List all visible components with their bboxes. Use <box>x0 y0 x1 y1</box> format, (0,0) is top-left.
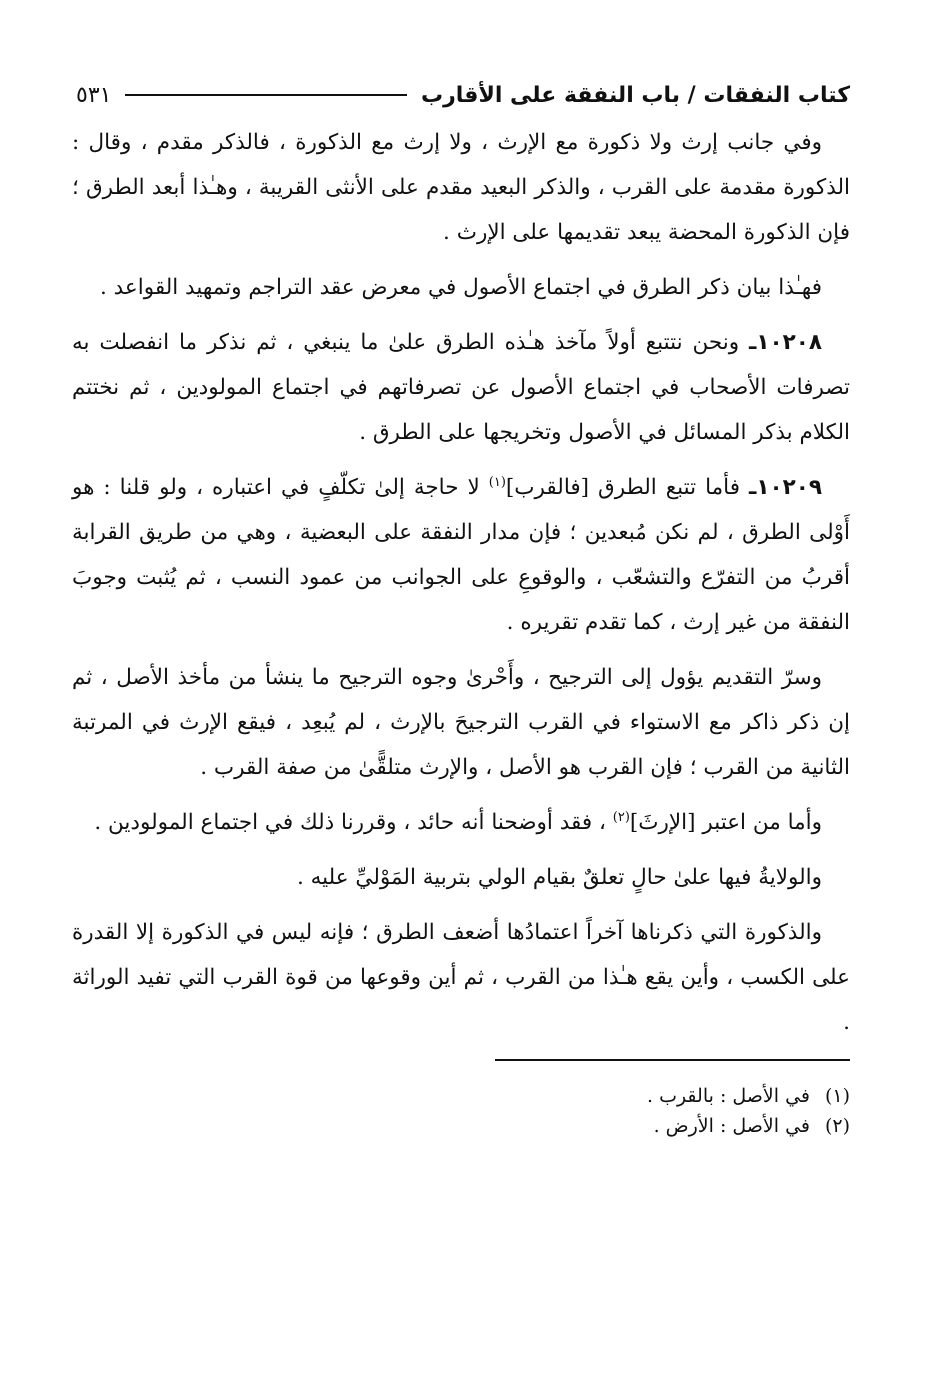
paragraph-number: ١٠٢٠٩ـ <box>749 475 822 500</box>
footnote-ref: (١) <box>488 474 506 490</box>
footnote-number: (١) <box>824 1085 850 1107</box>
paragraph-text: ، فقد أوضحنا أنه حائد ، وقررنا ذلك في اجتماع المولودين . <box>94 810 613 835</box>
page <box>72 70 850 1141</box>
paragraph-text: فأما تتبع الطرق [فالقرب] <box>505 475 750 500</box>
paragraph-number: ١٠٢٠٨ـ <box>749 330 822 355</box>
footnotes <box>72 1081 850 1141</box>
paragraph-text: والولايةُ فيها علىٰ حالٍ تعلقٌ بقيام الولي بتربية المَوْليِّ عليه . <box>296 865 822 890</box>
paragraph-text: وفي جانب إرث ولا ذكورة مع الإرث ، ولا إرث مع الذكورة ، فالذكر مقدم ، وقال : الذكورة مقدمة على القرب ، والذكر البعيد مقدم على الأنثى القريبة ، وهـٰذا أبعد الطرق ؛ فإن الذكورة المحضة يبعد تقديمها على الإرث . <box>72 130 850 245</box>
paragraph <box>72 910 850 1045</box>
paragraph-text: وسرّ التقديم يؤول إلى الترجيح ، وأَحْرىٰ وجوه الترجيح ما ينشأ من مأخذ الأصل ، ثم إن ذكر ذاكر مع الاستواء في القرب الترجيحَ بالإرث ، لم يُبعِد ، فيقع الإرث في المرتبة الثانية من القرب ؛ فإن القرب هو الأصل ، والإرث متلقًّىٰ من صفة القرب . <box>72 665 850 780</box>
paragraph-text: ونحن نتتبع أولاً مآخذ هـٰذه الطرق علىٰ ما ينبغي ، ثم نذكر ما انفصلت به تصرفات الأصحاب في اجتماع الأصول عن تصرفاتهم في اجتماع المولودين ، ثم نختتم الكلام بذكر المسائل في الأصول وتخريجها على الطرق . <box>72 330 850 445</box>
paragraph <box>72 120 850 255</box>
footnote <box>72 1111 850 1141</box>
paragraph-text: والذكورة التي ذكرناها آخراً اعتمادُها أضعف الطرق ؛ فإنه ليس في الذكورة إلا القدرة على الكسب ، وأين يقع هـٰذا من القرب ، ثم أين وقوعها من قوة القرب التي تفيد الوراثة . <box>72 920 850 1035</box>
running-header <box>72 70 850 120</box>
paragraph <box>72 800 850 845</box>
paragraph <box>72 855 850 900</box>
footnote-text: في الأصل : بالقرب . <box>646 1085 810 1107</box>
paragraph-text: فهـٰذا بيان ذكر الطرق في اجتماع الأصول في معرض عقد التراجم وتمهيد القواعد . <box>99 275 822 300</box>
paragraph <box>72 655 850 790</box>
paragraph <box>72 265 850 310</box>
footnote <box>72 1081 850 1111</box>
header-rule <box>125 94 407 96</box>
footnote-ref: (٢) <box>612 809 630 825</box>
footnote-text: في الأصل : الأرض . <box>653 1115 810 1137</box>
paragraph <box>72 320 850 455</box>
page-number: ٥٣١ <box>76 82 112 108</box>
body-text <box>72 120 850 1045</box>
paragraph <box>72 465 850 645</box>
paragraph-text: وأما من اعتبر [الإرثَ] <box>629 810 822 835</box>
footnote-number: (٢) <box>824 1115 850 1137</box>
footnote-divider <box>495 1059 850 1061</box>
header-title: كتاب النفقات / باب النفقة على الأقارب <box>421 82 850 108</box>
paragraph-text: لا حاجة إلىٰ تكلّفٍ في اعتباره ، ولو قلنا : هو أَوْلى الطرق ، لم نكن مُبعدين ؛ فإن مدار النفقة على البعضية ، وهي من طريق القرابة أقربُ من التفرّع والتشعّب ، والوقوعِ على الجوانب من عمود النسب ، ثم يُثبت وجوبَ النفقة من غير إرث ، كما تقدم تقريره . <box>72 475 850 635</box>
